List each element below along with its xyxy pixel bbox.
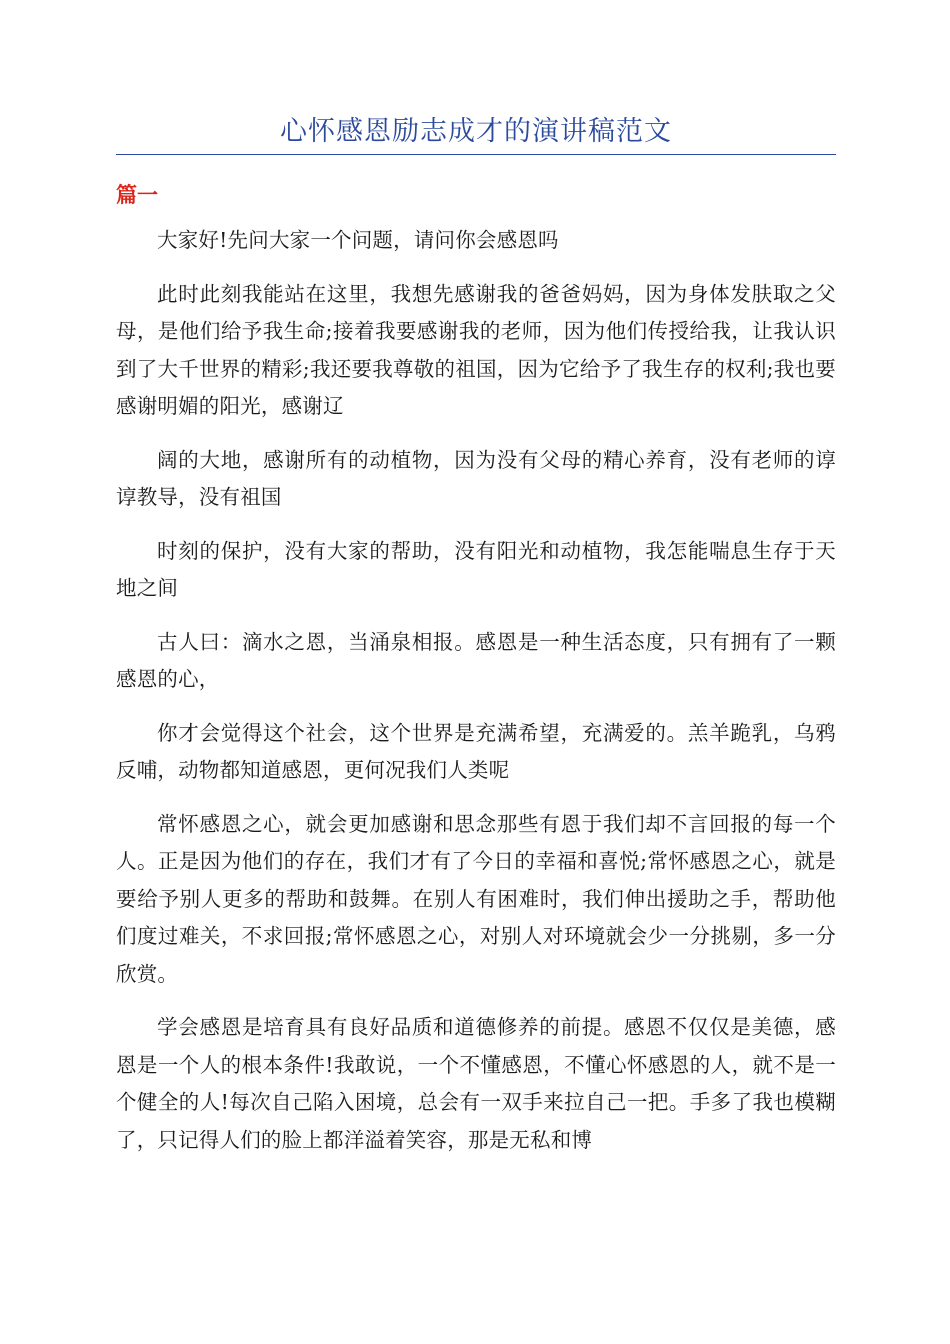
paragraph: 大家好!先问大家一个问题，请问你会感恩吗	[157, 228, 559, 252]
paragraph: 阔的大地，感谢所有的动植物，因为没有父母的精心养育，没有老师的谆谆教导，没有祖国	[116, 447, 836, 509]
paragraph: 古人曰：滴水之恩，当涌泉相报。感恩是一种生活态度，只有拥有了一颗感恩的心，	[116, 629, 836, 691]
document-body	[116, 222, 836, 1175]
paragraph: 常怀感恩之心，就会更加感谢和思念那些有恩于我们却不言回报的每一个人。正是因为他们的存在，我们才有了今日的幸福和喜悦;常怀感恩之心，就是要给予别人更多的帮助和鼓舞。在别人有困难时，我们伸出援助之手，帮助他们度过难关，不求回报;常怀感恩之心，对别人对环境就会少一分挑剔，多一分欣赏。	[116, 811, 836, 986]
paragraph: 此时此刻我能站在这里，我想先感谢我的爸爸妈妈，因为身体发肤取之父母，是他们给予我生命;接着我要感谢我的老师，因为他们传授给我，让我认识到了大千世界的精彩;我还要我尊敬的祖国，因为它给予了我生存的权利;我也要感谢明媚的阳光，感谢辽	[116, 281, 836, 418]
paragraph: 时刻的保护，没有大家的帮助，没有阳光和动植物，我怎能喘息生存于天地之间	[116, 538, 836, 600]
document-title: 心怀感恩励志成才的演讲稿范文	[280, 116, 672, 147]
paragraph: 你才会觉得这个社会，这个世界是充满希望，充满爱的。羔羊跪乳，乌鸦反哺，动物都知道感恩，更何况我们人类呢	[116, 720, 836, 782]
title-divider	[116, 154, 836, 155]
paragraph: 学会感恩是培育具有良好品质和道德修养的前提。感恩不仅仅是美德，感恩是一个人的根本条件!我敢说，一个不懂感恩，不懂心怀感恩的人，就不是一个健全的人!每次自己陷入困境，总会有一双手来拉自己一把。手多了我也模糊了，只记得人们的脸上都洋溢着笑容，那是无私和博	[116, 1015, 836, 1152]
section-heading: 篇一	[116, 183, 158, 207]
